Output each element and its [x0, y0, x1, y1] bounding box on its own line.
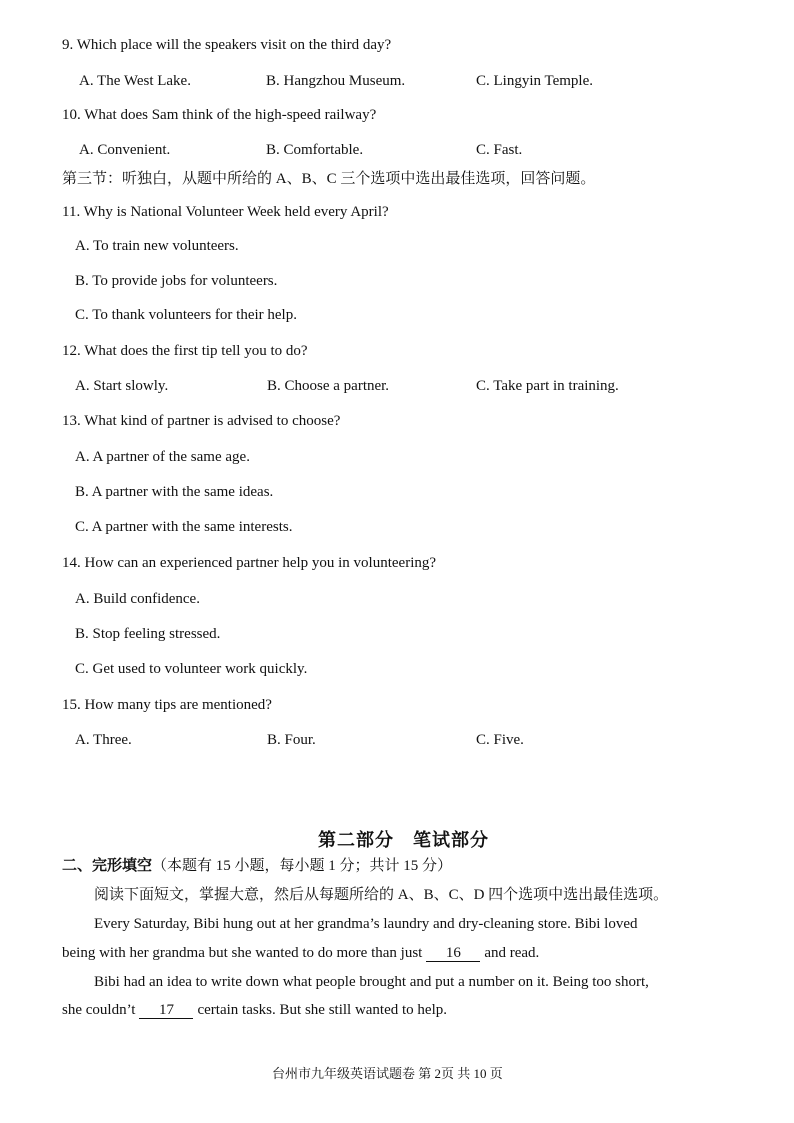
question-11-option-c: C. To thank volunteers for their help. — [75, 307, 297, 323]
section-3-instruction: 第三节：听独白，从题中所给的 A、B、C 三个选项中选出最佳选项，回答问题。 — [62, 171, 596, 187]
question-12-stem: 12. What does the first tip tell you to do? — [62, 343, 308, 359]
question-15-option-b: B. Four. — [267, 732, 316, 748]
question-10-option-c: C. Fast. — [476, 142, 523, 158]
question-14-stem: 14. How can an experienced partner help you in volunteering? — [62, 555, 437, 571]
cloze-heading-label: 二、完形填空 — [62, 858, 153, 874]
question-10-stem: 10. What does Sam think of the high-speed railway? — [62, 107, 377, 123]
cloze-paragraph-1-line-1: Every Saturday, Bibi hung out at her grandma’s laundry and dry-cleaning store. Bibi loved — [94, 916, 638, 932]
cloze-instruction: 阅读下面短文，掌握大意，然后从每题所给的 A、B、C、D 四个选项中选出最佳选项。 — [94, 887, 669, 903]
cloze-blank-17: 17 — [139, 1002, 193, 1019]
question-13-option-b: B. A partner with the same ideas. — [75, 484, 274, 500]
question-9-option-a: A. The West Lake. — [79, 73, 191, 89]
question-15-option-c: C. Five. — [476, 732, 524, 748]
question-15-option-a: A. Three. — [75, 732, 132, 748]
question-15-stem: 15. How many tips are mentioned? — [62, 697, 272, 713]
cloze-text: and read. — [484, 945, 540, 961]
question-13-stem: 13. What kind of partner is advised to choose? — [62, 413, 341, 429]
question-13-option-a: A. A partner of the same age. — [75, 449, 250, 465]
cloze-paragraph-1-line-2 — [62, 944, 539, 962]
question-9-option-b: B. Hangzhou Museum. — [266, 73, 406, 89]
question-14-option-a: A. Build confidence. — [75, 591, 200, 607]
question-11-option-a: A. To train new volunteers. — [75, 238, 239, 254]
question-14-option-b: B. Stop feeling stressed. — [75, 626, 221, 642]
cloze-paragraph-2-line-1: Bibi had an idea to write down what people brought and put a number on it. Being too short, — [94, 974, 649, 990]
question-10-option-b: B. Comfortable. — [266, 142, 364, 158]
question-12-option-c: C. Take part in training. — [476, 378, 619, 394]
part-2-title: 第二部分 笔试部分 — [318, 830, 489, 850]
question-12-option-a: A. Start slowly. — [75, 378, 169, 394]
cloze-paragraph-2-line-2 — [62, 1001, 447, 1019]
cloze-heading-scoring: （本题有 15 小题，每小题 1 分；共计 15 分） — [152, 858, 453, 874]
question-13-option-c: C. A partner with the same interests. — [75, 519, 293, 535]
question-10-option-a: A. Convenient. — [79, 142, 171, 158]
question-9-option-c: C. Lingyin Temple. — [476, 73, 593, 89]
cloze-blank-16: 16 — [426, 945, 480, 962]
cloze-text: certain tasks. But she still wanted to help. — [197, 1002, 448, 1018]
question-11-option-b: B. To provide jobs for volunteers. — [75, 273, 278, 289]
cloze-heading — [62, 857, 452, 875]
question-12-option-b: B. Choose a partner. — [267, 378, 390, 394]
question-9-stem: 9. Which place will the speakers visit on the third day? — [62, 37, 392, 53]
question-11-stem: 11. Why is National Volunteer Week held every April? — [62, 204, 389, 220]
page-footer: 台州市九年级英语试题卷 第 2页 共 10 页 — [272, 1066, 503, 1081]
cloze-text: she couldn’t — [62, 1002, 136, 1018]
cloze-text: being with her grandma but she wanted to do more than just — [62, 945, 423, 961]
question-14-option-c: C. Get used to volunteer work quickly. — [75, 661, 308, 677]
